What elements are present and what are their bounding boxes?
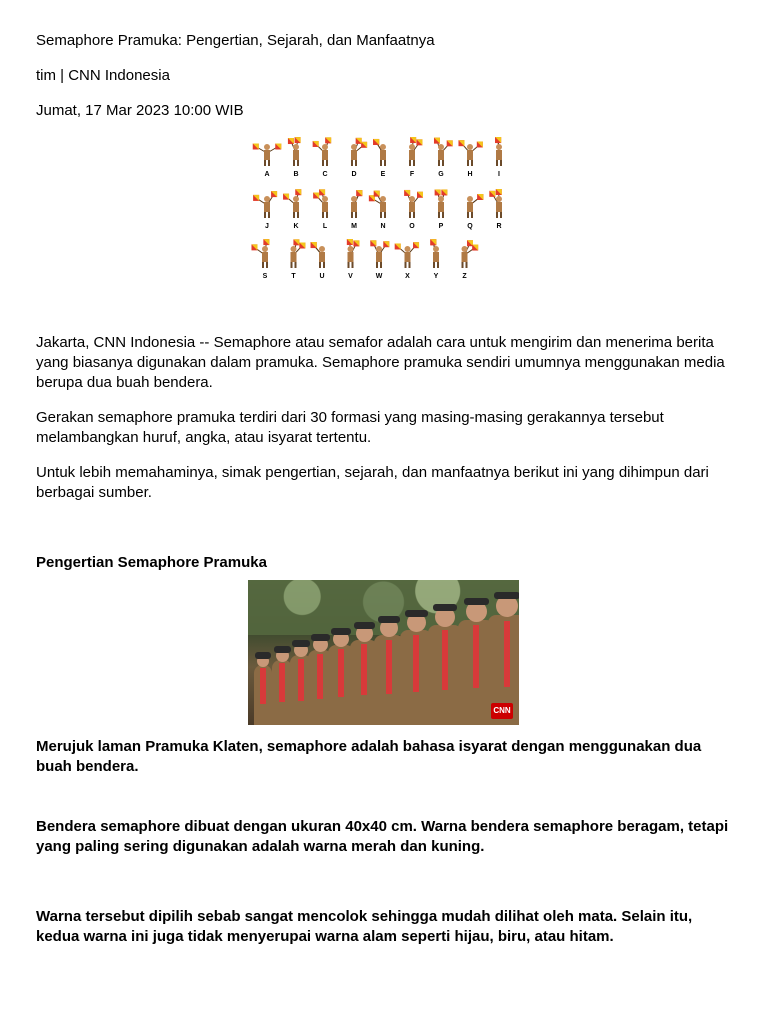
semaphore-letter-g: G bbox=[438, 171, 444, 178]
semaphore-figure-e bbox=[373, 139, 386, 166]
semaphore-figure-h bbox=[458, 140, 482, 166]
semaphore-figure-p bbox=[435, 189, 448, 218]
semaphore-figure-i bbox=[495, 137, 502, 166]
paragraph-intro: Jakarta, CNN Indonesia -- Semaphore atau semafor adalah cara untuk mengirim dan menerima berita yang biasanya digunakan dalam pramuka. Semaphore pramuka sendiri umumnya menggunakan media berupa dua buah bendera. bbox=[36, 334, 725, 391]
semaphore-letter-h: H bbox=[467, 171, 473, 178]
semaphore-figure-k bbox=[283, 189, 301, 218]
semaphore-figure-v bbox=[347, 239, 360, 268]
semaphore-letter-m: M bbox=[351, 223, 357, 230]
semaphore-figure-g bbox=[434, 138, 453, 166]
semaphore-letter-y: Y bbox=[433, 273, 439, 280]
semaphore-letter-p: P bbox=[438, 223, 444, 230]
semaphore-alphabet-chart bbox=[248, 131, 523, 281]
section-heading: Pengertian Semaphore Pramuka bbox=[36, 554, 267, 571]
paragraph-sumber: Untuk lebih memahaminya, simak pengertian, sejarah, dan manfaatnya berikut ini yang dihimpun dari berbagai sumber. bbox=[36, 464, 709, 501]
semaphore-figure-l bbox=[313, 189, 328, 218]
semaphore-figure-m bbox=[351, 190, 362, 218]
semaphore-figure-w bbox=[370, 240, 389, 268]
paragraph-ukuran-bendera: Bendera semaphore dibuat dengan ukuran 40x40 cm. Warna bendera semaphore beragam, tetapi yang paling sering digunakan adalah warna merah dan kuning. bbox=[36, 818, 729, 855]
semaphore-letter-u: U bbox=[319, 273, 325, 280]
semaphore-letter-t: T bbox=[291, 273, 296, 280]
semaphore-figure-y bbox=[430, 239, 439, 268]
semaphore-letter-i: I bbox=[498, 171, 500, 178]
semaphore-figure-o bbox=[404, 190, 423, 218]
scouts-photo bbox=[248, 580, 519, 725]
semaphore-letter-r: R bbox=[496, 223, 502, 230]
semaphore-letter-o: O bbox=[409, 223, 415, 230]
semaphore-figure-z bbox=[462, 240, 479, 268]
semaphore-letter-q: Q bbox=[467, 223, 473, 230]
article-date: Jumat, 17 Mar 2023 10:00 WIB bbox=[36, 102, 244, 119]
article-author: tim | CNN Indonesia bbox=[36, 67, 170, 84]
paragraph-formasi: Gerakan semaphore pramuka terdiri dari 30 formasi yang masing-masing gerakannya tersebut melambangkan huruf, angka, atau isyarat tertentu. bbox=[36, 409, 664, 446]
semaphore-figure-c bbox=[313, 137, 331, 166]
paragraph-warna-bendera: Warna tersebut dipilih sebab sangat mencolok sehingga mudah dilihat oleh mata. Selain itu, kedua warna ini juga tidak menyerupai warna alam seperti hijau, biru, atau hitam. bbox=[36, 908, 693, 945]
semaphore-figure-r bbox=[489, 189, 502, 218]
semaphore-letter-z: Z bbox=[462, 273, 467, 280]
semaphore-letter-v: V bbox=[348, 273, 353, 280]
semaphore-letter-x: X bbox=[405, 273, 410, 280]
semaphore-letter-e: E bbox=[380, 171, 386, 178]
semaphore-letter-f: F bbox=[409, 171, 415, 178]
semaphore-letter-s: S bbox=[262, 273, 268, 280]
semaphore-figure-a bbox=[253, 144, 282, 167]
semaphore-figure-d bbox=[351, 138, 367, 166]
semaphore-figure-x bbox=[395, 242, 419, 268]
semaphore-letter-l: L bbox=[322, 223, 328, 230]
semaphore-figure-t bbox=[291, 239, 306, 268]
semaphore-letter-k: K bbox=[293, 223, 299, 230]
article-title: Semaphore Pramuka: Pengertian, Sejarah, dan Manfaatnya bbox=[36, 32, 435, 49]
cnn-logo: CNN bbox=[491, 703, 513, 719]
semaphore-figure-u bbox=[311, 242, 325, 268]
semaphore-figure-b bbox=[288, 137, 301, 166]
semaphore-letter-j: J bbox=[265, 223, 269, 230]
semaphore-letter-a: A bbox=[264, 171, 270, 178]
semaphore-letter-c: C bbox=[322, 171, 328, 178]
semaphore-letter-b: B bbox=[293, 171, 299, 178]
semaphore-figure-f bbox=[409, 137, 422, 166]
semaphore-figure-s bbox=[251, 239, 269, 268]
semaphore-figure-n bbox=[369, 191, 386, 218]
semaphore-figure-j bbox=[253, 191, 277, 218]
paragraph-pengertian: Merujuk laman Pramuka Klaten, semaphore adalah bahasa isyarat dengan menggunakan dua buah bendera. bbox=[36, 738, 702, 775]
semaphore-figure-q bbox=[467, 194, 483, 218]
semaphore-letter-d: D bbox=[351, 171, 357, 178]
semaphore-letter-n: N bbox=[380, 223, 386, 230]
article bbox=[36, 31, 736, 947]
semaphore-letter-w: W bbox=[375, 273, 383, 280]
